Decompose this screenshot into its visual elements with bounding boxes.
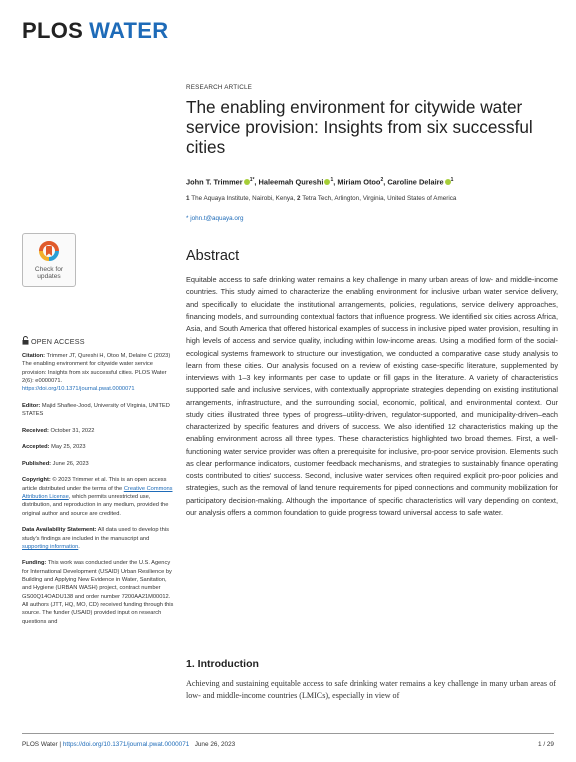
footer-separator: | <box>57 741 63 748</box>
article-metadata-sidebar <box>22 352 174 634</box>
open-lock-icon <box>22 336 29 345</box>
open-access-label <box>22 336 85 346</box>
check-updates-icon <box>38 238 60 262</box>
page-number: 1 / 29 <box>538 741 554 748</box>
logo-water: WATER <box>89 18 169 43</box>
check-updates-line1: Check for <box>34 266 64 273</box>
affil-text: The Aquaya Institute, Nairobi, Kenya, <box>191 195 296 202</box>
funding-text: This work was conducted under the U.S. Agency for International Development (USAID) Urban Resilience by Building and Applying New Evidence in Water, Sanitation, and Hygiene (URBAN WASH) project, contract number GS00Q14OADU138 and order number 7200AA21M00012. All authors (JTT, HQ, MO, CD) received funding through this source. The funder (USAID) provided input on research questions and <box>22 560 174 625</box>
check-updates-line2: updates <box>37 273 61 280</box>
data-availability-label: Data Availability Statement: <box>22 527 97 534</box>
author-affil-sup: 1 <box>330 177 334 183</box>
introduction-body: Achieving and sustaining equitable access to safe drinking water remains a key challenge in many urban areas of low- and middle-income countries (LMICs), especially in view of <box>186 679 556 701</box>
article-type: RESEARCH ARTICLE <box>186 84 253 91</box>
footer-divider <box>22 733 554 734</box>
published-block <box>22 460 174 468</box>
citation-doi-link[interactable]: https://doi.org/10.1371/journal.pwat.0000071 <box>22 386 135 393</box>
affil-number: 2 <box>296 195 301 202</box>
logo-plos: PLOS <box>22 18 84 43</box>
data-availability-end: . <box>78 543 80 550</box>
supporting-info-link[interactable]: supporting information <box>22 543 79 550</box>
copyright-text: © 2023 Trimmer et al. This is an open access article distributed under the terms of the <box>22 477 167 492</box>
author-affil-sup: 2 <box>380 177 384 183</box>
footer-journal: PLOS Water <box>22 741 58 748</box>
cc-license-link[interactable]: Creative Commons Attribution License <box>22 485 173 501</box>
footer-citation <box>22 741 235 748</box>
published-label: Published: <box>22 460 52 467</box>
copyright-text-end: , which permits unrestricted use, distribution, and reproduction in any medium, provided the original author and source are credited. <box>22 494 169 517</box>
copyright-label: Copyright: <box>22 477 51 484</box>
article-title: The enabling environment for citywide water service provision: Insights from six successful cities <box>186 97 533 157</box>
footer-doi-link[interactable]: https://doi.org/10.1371/journal.pwat.0000071 <box>62 741 190 748</box>
accepted-label: Accepted: <box>22 444 50 451</box>
abstract-heading: Abstract <box>186 248 240 264</box>
citation-block <box>22 352 174 393</box>
editor-text: Majid Shafiee-Jood, University of Virginia, UNITED STATES <box>22 402 170 418</box>
accepted-date: May 25, 2023 <box>51 444 86 451</box>
editor-block <box>22 402 174 419</box>
copyright-block <box>22 476 174 517</box>
author-name[interactable]: Caroline Delaire <box>387 177 444 187</box>
author-name[interactable]: John T. Trimmer <box>186 177 243 187</box>
citation-text: Trimmer JT, Qureshi H, Otoo M, Delaire C (2023) The enabling environment for citywide water service provision: Insights from six successful cities. PLOS Water 2(6): e0000071. <box>22 353 171 384</box>
check-for-updates-badge[interactable] <box>22 233 76 287</box>
corresponding-email[interactable]: * john.t@aquaya.org <box>186 215 244 222</box>
received-label: Received: <box>22 427 49 434</box>
funding-block <box>22 559 174 625</box>
author-list: John T. Trimmer $^{1*}$, Haleemah Qureshi $^1$, Miriam Otoo$^2$, Caroline Delaire $^1$ <box>186 177 454 187</box>
received-block <box>22 427 174 435</box>
footer-date: June 26, 2023 <box>194 741 236 748</box>
received-date: October 31, 2022 <box>50 427 95 434</box>
published-date: June 26, 2023 <box>52 460 89 467</box>
author-affil-sup: 1* <box>249 177 255 183</box>
data-availability-block <box>22 526 174 551</box>
editor-label: Editor: <box>22 402 41 409</box>
affil-number: 1 <box>186 195 190 202</box>
journal-logo <box>22 18 168 44</box>
funding-label: Funding: <box>22 560 47 567</box>
author-name[interactable]: Miriam Otoo <box>337 177 381 187</box>
affil-text: Tetra Tech, Arlington, Virginia, United States of America <box>302 195 457 202</box>
open-access-text: OPEN ACCESS <box>31 337 85 346</box>
affiliations <box>186 195 456 202</box>
introduction-heading: 1. Introduction <box>186 658 259 670</box>
data-availability-text: All data used to develop this study's findings are included in the manuscript and <box>22 527 169 542</box>
citation-label: Citation: <box>22 353 46 359</box>
accepted-block <box>22 443 174 451</box>
author-name[interactable]: Haleemah Qureshi <box>258 177 324 187</box>
abstract-body: Equitable access to safe drinking water remains a key challenge in many urban areas of low- and middle-income countries. This study aimed to characterize the enabling environment for inclusive urban water service delivery, and specifically to elucidate the institutional arrangements, policies, regulations, service delivery approaches, financing models, and surrounding contextual factors that influence progress. We identified six cities across Africa, Asia, and South America that offered historical examples of success in inclusive piped water provision, resulting in high levels of access and service quality, including within low-income areas. Using a modified form of the social-ecological systems framework to structure our investigation, we conducted a comparative case study analysis to learn from these cities. Our analysis focused on a review of existing case-specific literature, supplemented by interviews with 1–3 key informants per case to update or fill gaps in the literature. A variety of characteristics supported safe and inclusive services, with contextually appropriate strategies depending on existing institutional arrangements, infrastructure, and the surrounding social, economic, political, and environmental context. Our study cities illustrated three types of progress–utility-driven, regulator-supported, and municipality-driven–each characterized by specific features and drivers of success. We also identified 12 characteristics making up the enabling environment across all three types. These characteristics highlighted two broad themes. First, a well-functioning water service provider was often a prerequisite for inclusive, pro-poor service provision. Elements such as clear performance indicators, customer feedback mechanisms, and strategies to sustainably finance operating costs contributed to cities' success. Second, inclusive water services often required explicit pro-poor policies and strategies, such as the removal of land tenure requirements for piped connections and community mobilization for participatory decision-making. Although the importance of specific characteristics will vary depending on context, our analysis offers a common foundation to guide progress toward universal access to safe water. <box>186 275 558 517</box>
author-affil-sup: 1 <box>450 177 454 183</box>
